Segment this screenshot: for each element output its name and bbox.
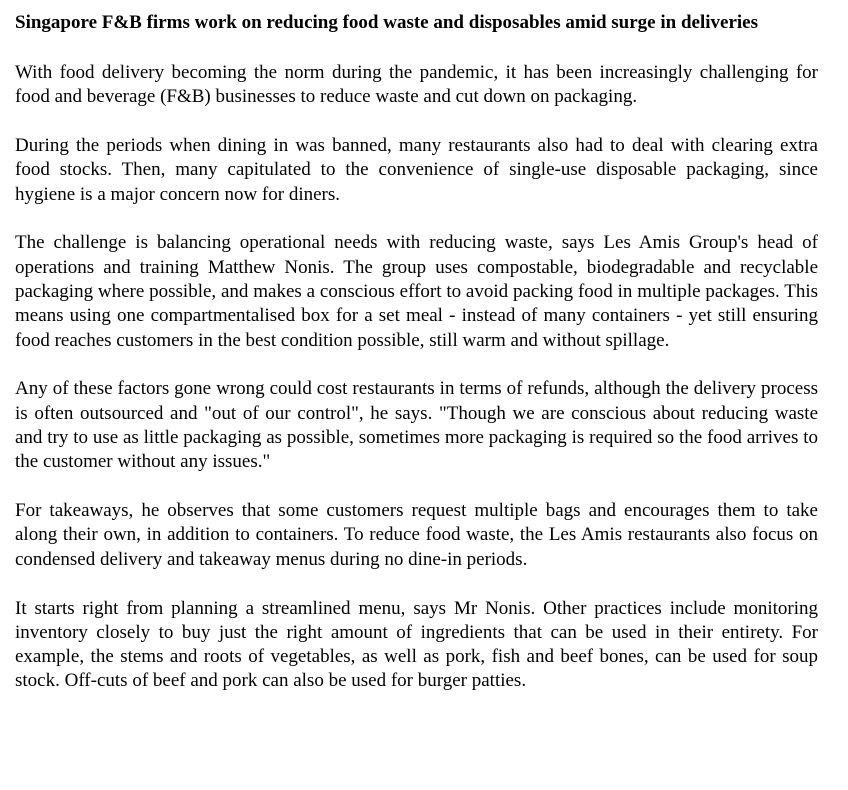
paragraph-4: Any of these factors gone wrong could cost restaurants in terms of refunds, although the delivery process is often outsourced and "out of our control", he says. "Though we are conscious about reducing waste and try to use as little packaging as possible, sometimes more packaging is required so the food arrives to the customer without any issues." [15, 378, 818, 473]
paragraph-5: For takeaways, he observes that some customers request multiple bags and encourages them to take along their own, in addition to containers. To reduce food waste, the Les Amis restaurants also focus on condensed delivery and takeaway menus during no dine-in periods. [15, 500, 818, 570]
article-title: Singapore F&B firms work on reducing food waste and disposables amid surge in deliveries [15, 12, 758, 33]
paragraph-6: It starts right from planning a streamlined menu, says Mr Nonis. Other practices include monitoring inventory closely to buy just the right amount of ingredients that can be used in their entirety. For example, the stems and roots of vegetables, as well as pork, fish and beef bones, can be used for soup stock. Off-cuts of beef and pork can also be used for burger patties. [15, 597, 818, 692]
paragraph-1: With food delivery becoming the norm during the pandemic, it has been increasingly challenging for food and beverage (F&B) businesses to reduce waste and cut down on packaging. [15, 62, 818, 108]
paragraph-3: The challenge is balancing operational needs with reducing waste, says Les Amis Group's head of operations and training Matthew Nonis. The group uses compostable, biodegradable and recyclable packaging where possible, and makes a conscious effort to avoid packing food in multiple packages. This means using one compartmentalised box for a set meal - instead of many containers - yet still ensuring food reaches customers in the best condition possible, still warm and without spillage. [15, 232, 818, 351]
paragraph-2: During the periods when dining in was banned, many restaurants also had to deal with clearing extra food stocks. Then, many capitulated to the convenience of single-use disposable packaging, since hygiene is a major concern now for diners. [15, 135, 818, 205]
